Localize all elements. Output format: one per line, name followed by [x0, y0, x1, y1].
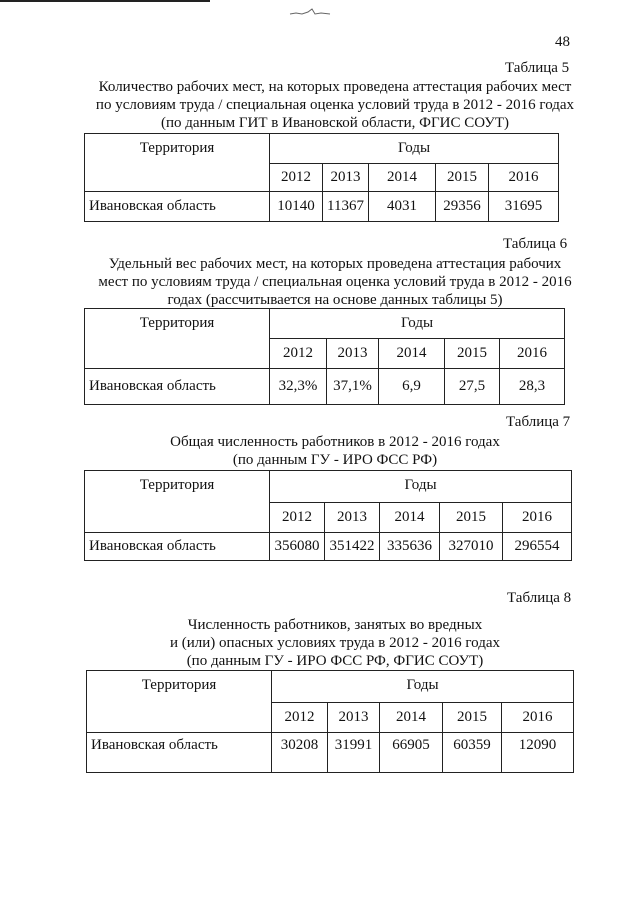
- header-territory: Территория: [85, 134, 270, 192]
- value-cell: 356080: [270, 533, 325, 561]
- value-cell: 296554: [503, 533, 572, 561]
- header-territory: Территория: [87, 671, 272, 733]
- table-5-title: Количество рабочих мест, на которых проведена аттестация рабочих мест по условиям труда / специальная оценка условий труда в 2012 - 2016 годах (по данным ГИТ в Ивановской области, ФГИС СОУТ): [95, 79, 575, 131]
- value-cell: 351422: [325, 533, 380, 561]
- year-cell: 2016: [503, 503, 572, 533]
- year-cell: 2012: [272, 703, 328, 733]
- year-cell: 2015: [436, 164, 489, 192]
- table-5: [84, 133, 559, 222]
- year-cell: 2014: [380, 703, 443, 733]
- year-cell: 2014: [379, 339, 445, 369]
- value-cell: 27,5: [445, 369, 500, 405]
- value-cell: 335636: [380, 533, 440, 561]
- value-cell: 60359: [443, 733, 502, 773]
- year-cell: 2013: [325, 503, 380, 533]
- year-cell: 2013: [323, 164, 369, 192]
- table-8: [86, 670, 574, 773]
- table-row: [87, 733, 574, 773]
- value-cell: 31695: [489, 192, 559, 222]
- region-cell: Ивановская область: [85, 369, 270, 405]
- value-cell: 29356: [436, 192, 489, 222]
- table-6: [84, 308, 565, 405]
- year-cell: 2012: [270, 164, 323, 192]
- year-cell: 2013: [328, 703, 380, 733]
- value-cell: 327010: [440, 533, 503, 561]
- year-cell: 2014: [369, 164, 436, 192]
- table-6-label: Таблица 6: [503, 236, 568, 252]
- table-8-title: Численность работников, занятых во вредных и (или) опасных условиях труда в 2012 - 2016 годах (по данным ГУ - ИРО ФСС РФ, ФГИС СОУТ): [169, 617, 500, 669]
- value-cell: 6,9: [379, 369, 445, 405]
- table-7: [84, 470, 572, 561]
- table-5-label: Таблица 5: [505, 60, 570, 76]
- header-years: Годы: [270, 471, 572, 503]
- value-cell: 4031: [369, 192, 436, 222]
- table-row: [85, 192, 559, 222]
- value-cell: 32,3%: [270, 369, 327, 405]
- header-years: Годы: [272, 671, 574, 703]
- year-cell: 2016: [489, 164, 559, 192]
- table-row: [85, 533, 572, 561]
- year-cell: 2015: [445, 339, 500, 369]
- top-border-line: [0, 0, 210, 2]
- year-cell: 2015: [440, 503, 503, 533]
- year-cell: 2012: [270, 339, 327, 369]
- region-cell: Ивановская область: [87, 733, 272, 773]
- value-cell: 31991: [328, 733, 380, 773]
- header-territory: Территория: [85, 471, 270, 533]
- header-years: Годы: [270, 134, 559, 164]
- value-cell: 30208: [272, 733, 328, 773]
- year-cell: 2015: [443, 703, 502, 733]
- year-cell: 2013: [327, 339, 379, 369]
- year-cell: 2016: [502, 703, 574, 733]
- table-7-title: Общая численность работников в 2012 - 2016 годах (по данным ГУ - ИРО ФСС РФ): [170, 434, 500, 468]
- value-cell: 11367: [323, 192, 369, 222]
- year-cell: 2014: [380, 503, 440, 533]
- value-cell: 37,1%: [327, 369, 379, 405]
- value-cell: 66905: [380, 733, 443, 773]
- region-cell: Ивановская область: [85, 533, 270, 561]
- value-cell: 28,3: [500, 369, 565, 405]
- value-cell: 12090: [502, 733, 574, 773]
- region-cell: Ивановская область: [85, 192, 270, 222]
- header-years: Годы: [270, 309, 565, 339]
- year-cell: 2016: [500, 339, 565, 369]
- page-number: 48: [555, 34, 570, 50]
- value-cell: 10140: [270, 192, 323, 222]
- table-6-title: Удельный вес рабочих мест, на которых проведена аттестация рабочих мест по условиям труда / специальная оценка условий труда в 2012 - 2016 годах (рассчитывается на основе данных таблицы 5): [98, 256, 572, 308]
- table-8-label: Таблица 8: [507, 590, 572, 606]
- table-row: [85, 369, 565, 405]
- header-territory: Территория: [85, 309, 270, 369]
- year-cell: 2012: [270, 503, 325, 533]
- table-7-label: Таблица 7: [506, 414, 571, 430]
- scan-mark: [288, 8, 333, 16]
